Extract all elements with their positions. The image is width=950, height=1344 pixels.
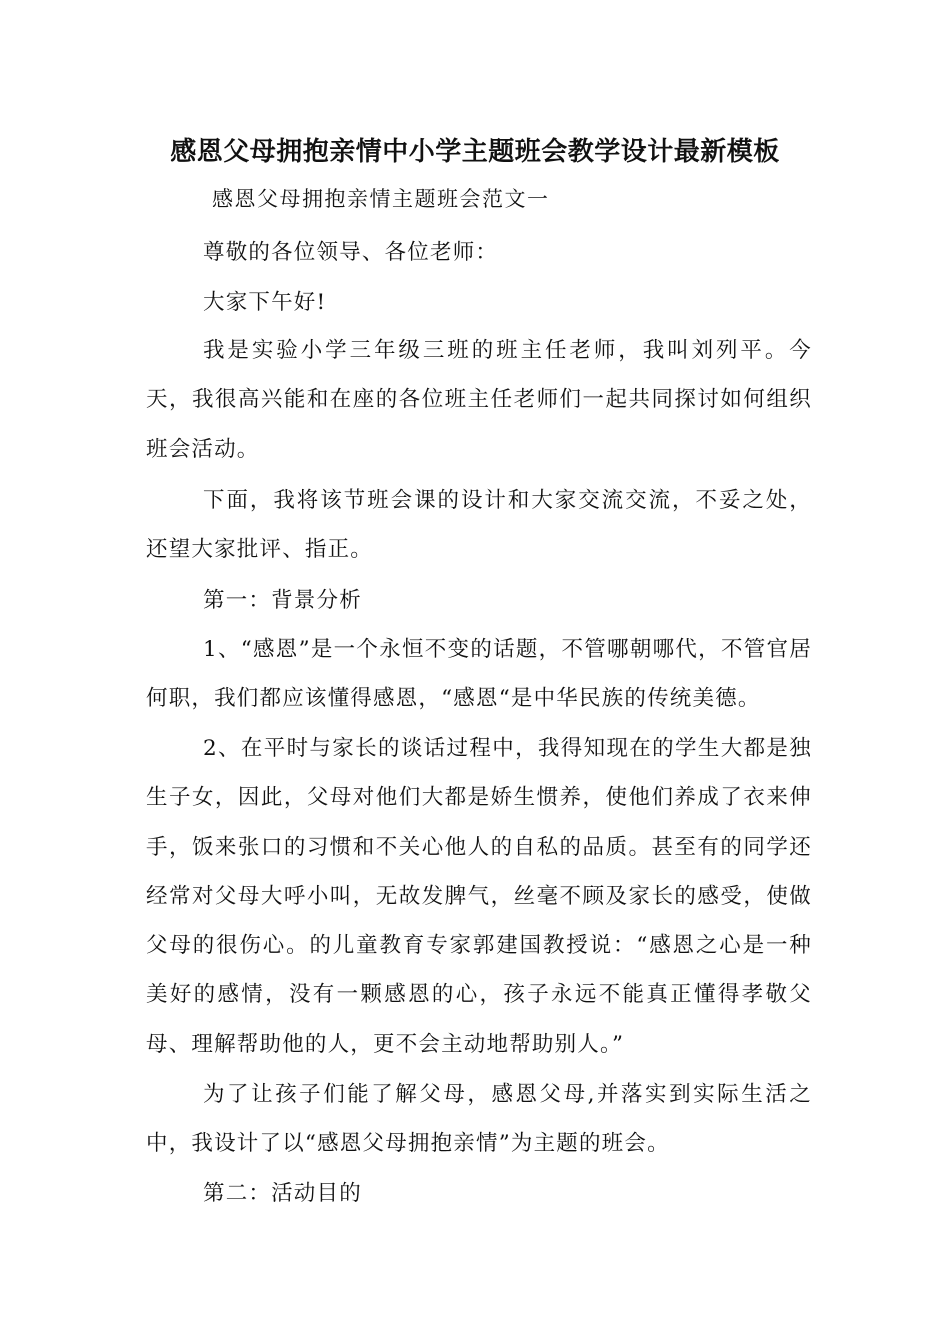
paragraph-intro: 我是实验小学三年级三班的班主任老师，我叫刘列平。今天，我很高兴能和在座的各位班主任老师们一起共同探讨如何组织班会活动。 [146,338,812,462]
section-heading-background: 第一：背景分析 [203,588,362,613]
paragraph-greeting: 尊敬的各位领导、各位老师： [203,240,499,265]
paragraph-hello: 大家下午好! [203,290,327,315]
section-heading-purpose: 第二：活动目的 [203,1181,362,1206]
paragraph-point-1: 1、“感恩”是一个永恒不变的话题，不管哪朝哪代，不管官居何职，我们都应该懂得感恩，“感恩“是中华民族的传统美德。 [146,637,812,712]
paragraph-point-2: 2、在平时与家长的谈话过程中，我得知现在的学生大都是独生子女，因此，父母对他们大都是娇生惯养，使他们养成了衣来伸手，饭来张口的习惯和不关心他人的自私的品质。甚至有的同学还经常对父母大呼小叫，无故发脾气，丝毫不顾及家长的感受，使做父母的很伤心。的儿童教育专家郭建国教授说：“感恩之心是一种美好的感情，没有一颗感恩的心，孩子永远不能真正懂得孝敬父母、理解帮助他的人，更不会主动地帮助别人。” [146,736,812,1057]
document-subtitle: 感恩父母拥抱亲情主题班会范文一 [212,187,550,211]
document-title: 感恩父母拥抱亲情中小学主题班会教学设计最新模板 [170,137,780,167]
paragraph-design: 为了让孩子们能了解父母，感恩父母,并落实到实际生活之中，我设计了以“感恩父母拥抱亲情”为主题的班会。 [146,1082,812,1157]
paragraph-exchange: 下面，我将该节班会课的设计和大家交流交流，不妥之处，还望大家批评、指正。 [146,488,812,563]
